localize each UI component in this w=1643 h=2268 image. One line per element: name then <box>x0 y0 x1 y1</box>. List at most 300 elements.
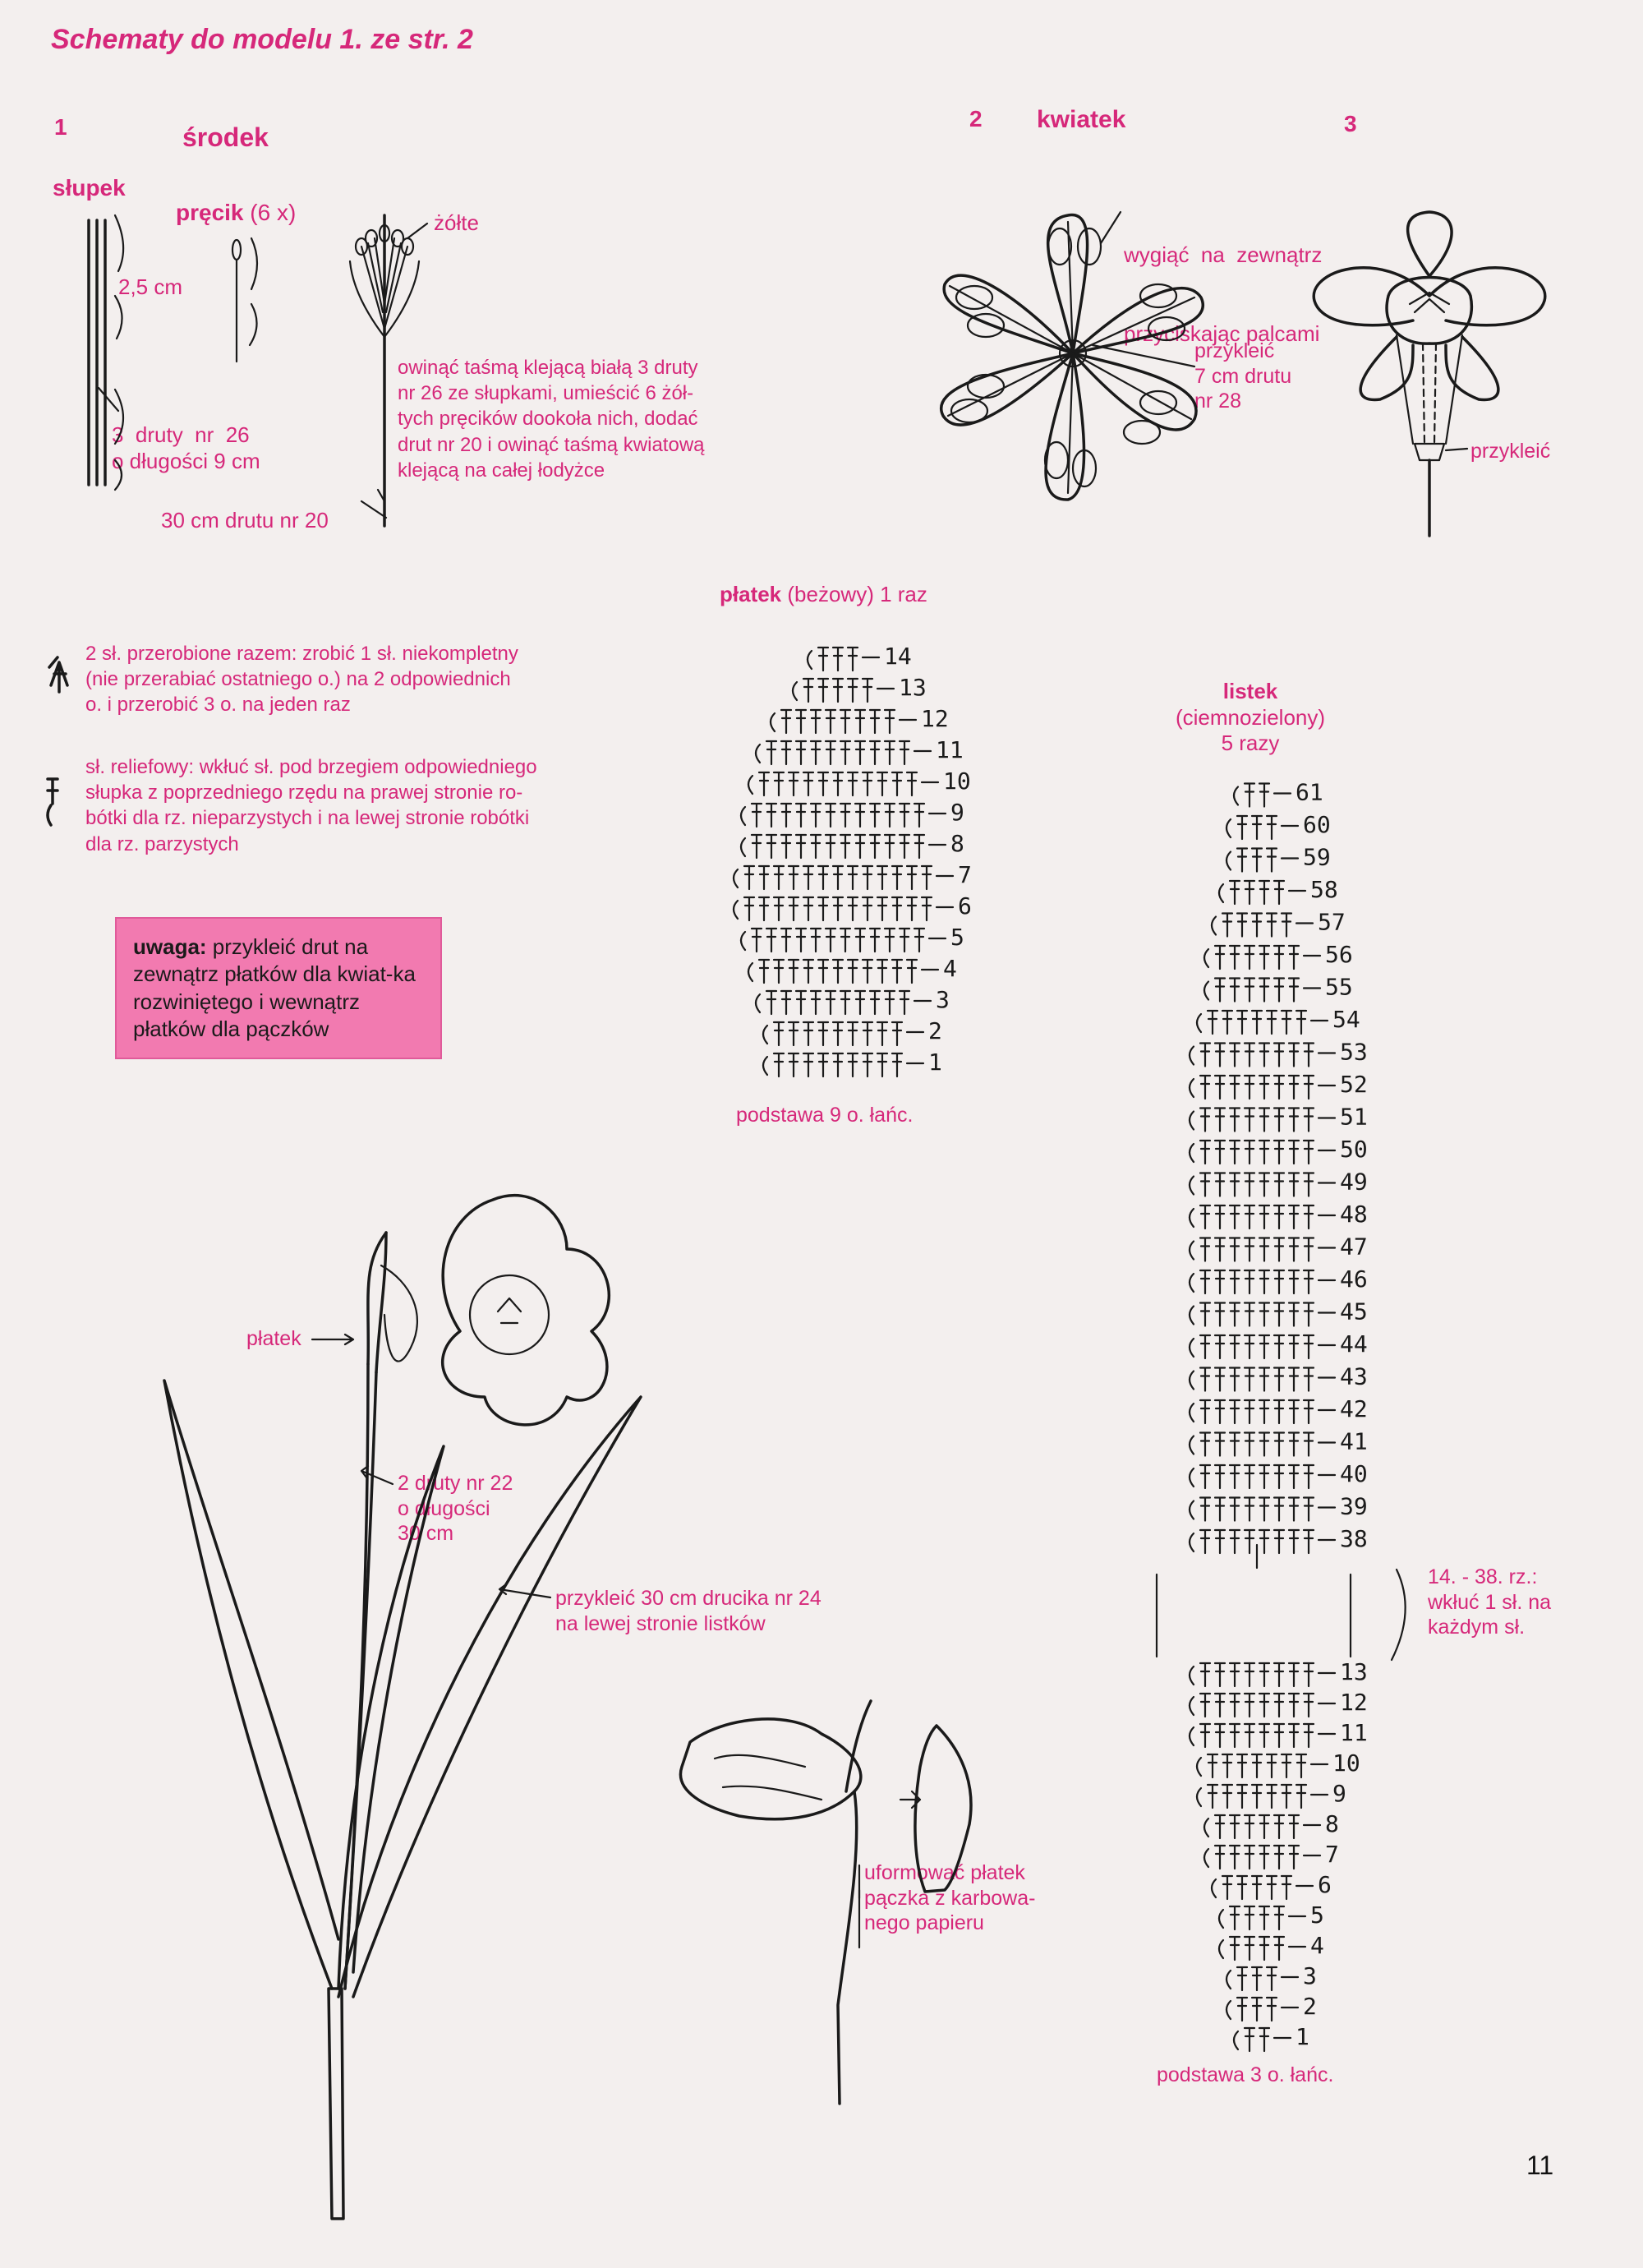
przyklei-7cm-label: przykleić 7 cm drutu nr 28 <box>1194 339 1292 413</box>
listek-stitch <box>1215 1400 1225 1423</box>
platek-stitch-turn <box>756 994 760 1012</box>
listek-stitch <box>1245 1694 1254 1717</box>
listek-stitch <box>1304 1173 1314 1196</box>
section-3-number: 3 <box>1344 111 1357 136</box>
listek-stitch-turn <box>1226 2001 1231 2019</box>
listek-stitch <box>1200 1465 1210 1488</box>
listek-stitch <box>1274 1694 1284 1717</box>
listek-stitch <box>1245 1530 1254 1553</box>
listek-row-label: 4 <box>1310 1932 1324 1959</box>
listek-stitch <box>1200 1433 1210 1456</box>
listek-stitch <box>1274 1173 1284 1196</box>
listek-stitch <box>1230 1465 1240 1488</box>
platek-stitch <box>796 991 806 1014</box>
listek-stitch <box>1274 1937 1284 1960</box>
listek-row-label: 52 <box>1340 1071 1368 1098</box>
platek-stitch <box>752 835 762 858</box>
listek-stitch-turn <box>1226 852 1231 870</box>
listek-stitch <box>1259 1173 1269 1196</box>
listek-stitch <box>1252 914 1262 937</box>
listek-stitch <box>1259 1846 1269 1869</box>
platek-stitch <box>833 772 843 795</box>
listek-stitch <box>1245 1937 1254 1960</box>
platek-stitch <box>826 991 835 1014</box>
listek-stitch <box>1215 1205 1225 1228</box>
listek-stitch <box>1274 881 1284 904</box>
platek-stitch <box>863 1053 872 1076</box>
platek-stitch <box>885 929 895 952</box>
listek-stitch <box>1230 1663 1240 1686</box>
platek-stitch <box>863 897 872 920</box>
platek-stitch <box>766 835 776 858</box>
listek-stitch <box>1252 1754 1262 1777</box>
platek-stitch <box>855 710 865 733</box>
listek-stitch <box>1230 1846 1240 1869</box>
platek-stitch <box>892 1053 902 1076</box>
legend-item-2: sł. reliefowy: wkłuć sł. pod brzegiem odpowiedniego słupka z poprzedniego rzędu na prawej stronie ro- bótki dla rz. nieparzystych i na lewej stronie robótki dla rz. parzystych <box>85 756 537 855</box>
listek-row-label: 3 <box>1303 1962 1317 1989</box>
listek-stitch <box>1245 1141 1254 1164</box>
listek-stitch <box>1304 1141 1314 1164</box>
platek-stitch <box>781 741 791 764</box>
listek-stitch <box>1282 1876 1291 1899</box>
platek-stitch <box>826 741 835 764</box>
listek-stitch <box>1245 784 1254 807</box>
slupek-label: słupek <box>53 175 126 201</box>
listek-stitch <box>1274 1238 1284 1261</box>
platek-stitch <box>796 804 806 827</box>
listek-stitch <box>1282 1011 1291 1034</box>
listek-stitch-turn <box>1234 2031 1238 2049</box>
listek-stitch-turn <box>1204 1819 1208 1837</box>
listek-stitch <box>1215 1044 1225 1067</box>
listek-stitch <box>1274 1368 1284 1391</box>
listek-stitch <box>1230 1270 1240 1293</box>
listek-row-label: 49 <box>1340 1168 1368 1196</box>
platek-stitch <box>774 960 784 983</box>
listek-stitch <box>1230 1044 1240 1067</box>
platek-stitch <box>848 1022 858 1045</box>
listek-stitch <box>1245 1400 1254 1423</box>
listek-stitch <box>1289 1141 1299 1164</box>
listek-stitch-turn <box>1219 884 1223 902</box>
listek-stitch <box>1304 1724 1314 1747</box>
listek-stitch <box>1222 1785 1232 1808</box>
platek-stitch-turn <box>756 744 760 763</box>
platek-stitch <box>922 866 932 889</box>
listek-stitch <box>1304 1368 1314 1391</box>
listek-stitch <box>1215 1109 1225 1132</box>
listek-stitch <box>1289 946 1299 969</box>
listek-stitch-turn <box>1190 1307 1194 1325</box>
platek-stitch <box>855 741 865 764</box>
platek-stitch-turn <box>748 776 752 794</box>
platek-row-label: 1 <box>928 1049 942 1076</box>
platek-stitch-turn <box>734 901 738 919</box>
platek-stitch <box>877 866 887 889</box>
listek-stitch <box>1200 1663 1210 1686</box>
listek-row-label: 1 <box>1296 2023 1309 2050</box>
listek-stitch-turn <box>1190 1404 1194 1422</box>
listek-stitch-turn <box>1190 1242 1194 1260</box>
note-box: uwaga: przykleić drut na zewnątrz płatków dla kwiat-ka rozwiniętego i wewnątrz płatków dla pączków <box>115 917 442 1059</box>
listek-stitch <box>1215 1303 1225 1326</box>
listek-stitch <box>1289 1724 1299 1747</box>
platek-stitch <box>818 679 828 702</box>
listek-stitch-turn <box>1190 1697 1194 1715</box>
listek-stitch <box>1252 1785 1262 1808</box>
platek-stitch <box>892 866 902 889</box>
listek-stitch <box>1222 1011 1232 1034</box>
listek-stitch-turn <box>1190 1468 1194 1487</box>
listek-stitch <box>1289 979 1299 1002</box>
platek-stitch <box>752 804 762 827</box>
legend-item-1: 2 sł. przerobione razem: zrobić 1 sł. niekompletny (nie przerabiać ostatniego o.) na 2 odpowiednich o. i przerobić 3 o. na jeden raz <box>85 643 518 717</box>
druty-label-2: o długości 9 cm <box>112 449 260 473</box>
listek-row-label: 7 <box>1325 1841 1339 1868</box>
listek-stitch <box>1200 1109 1210 1132</box>
platek-stitch <box>796 929 806 952</box>
platek-stitch <box>781 835 791 858</box>
listek-stitch <box>1230 1173 1240 1196</box>
listek-stitch <box>1215 1173 1225 1196</box>
listek-stitch <box>1215 979 1225 1002</box>
listek-stitch <box>1289 1846 1299 1869</box>
platek-stitch-turn <box>793 682 797 700</box>
drut-30-label: 30 cm drutu nr 20 <box>161 508 329 532</box>
listek-stitch <box>1230 1335 1240 1358</box>
listek-stitch <box>1267 1998 1277 2021</box>
listek-stitch <box>1274 1906 1284 1929</box>
listek-stitch <box>1259 1303 1269 1326</box>
listek-stitch <box>1215 1694 1225 1717</box>
plant-przyklei-label: przykleić 30 cm drucika nr 24 na lewej stronie listków <box>555 1587 822 1635</box>
platek-stitch <box>818 897 828 920</box>
listek-stitch <box>1267 849 1277 872</box>
listek-stitch <box>1230 946 1240 969</box>
listek-stitch <box>1230 1076 1240 1099</box>
listek-stitch <box>1215 1465 1225 1488</box>
listek-stitch-turn <box>1190 1533 1194 1551</box>
assembled-flower-icon <box>1314 212 1545 536</box>
platek-stitch <box>811 804 821 827</box>
platek-row-label: 10 <box>943 768 971 795</box>
platek-stitch <box>855 804 865 827</box>
platek-chart-title: płatek (beżowy) 1 raz <box>720 582 927 606</box>
listek-stitch <box>1230 881 1240 904</box>
listek-row-label: 45 <box>1340 1298 1368 1325</box>
listek-stitch <box>1237 816 1247 839</box>
listek-row-label: 53 <box>1340 1038 1368 1066</box>
listek-stitch <box>1289 1109 1299 1132</box>
platek-stitch-turn <box>763 1057 767 1075</box>
listek-stitch <box>1259 1815 1269 1838</box>
platek-stitch <box>848 648 858 671</box>
listek-stitch <box>1245 1724 1254 1747</box>
listek-stitch <box>1237 849 1247 872</box>
listek-stitch <box>1237 1785 1247 1808</box>
listek-stitch <box>1230 1815 1240 1838</box>
listek-stitch <box>1259 1109 1269 1132</box>
platek-stitch-turn <box>741 838 745 856</box>
listek-stitch <box>1200 1724 1210 1747</box>
listek-stitch <box>1245 1368 1254 1391</box>
platek-stitch <box>789 866 798 889</box>
listek-stitch-turn <box>1226 819 1231 837</box>
listek-stitch <box>1200 1368 1210 1391</box>
listek-stitch-turn <box>1190 1144 1194 1162</box>
listek-stitch <box>1215 1368 1225 1391</box>
listek-row-label: 57 <box>1318 908 1346 936</box>
listek-stitch <box>1289 1205 1299 1228</box>
listek-stitch <box>1200 1173 1210 1196</box>
listek-stitch <box>1237 1754 1247 1777</box>
listek-row-label: 59 <box>1303 843 1331 871</box>
listek-stitch <box>1215 1335 1225 1358</box>
listek-stitch <box>1289 1076 1299 1099</box>
platek-stitch <box>870 991 880 1014</box>
platek-stitch <box>803 866 813 889</box>
platek-stitch <box>781 991 791 1014</box>
platek-stitch <box>863 679 872 702</box>
listek-stitch <box>1245 979 1254 1002</box>
listek-stitch <box>1259 1694 1269 1717</box>
section-1-title: środek <box>182 122 269 152</box>
listek-stitch-turn <box>1212 1879 1216 1897</box>
listek-stitch <box>1289 1303 1299 1326</box>
listek-stitch-turn <box>1190 1047 1194 1065</box>
listek-stitch <box>1274 1044 1284 1067</box>
listek-chart-title: listek (ciemnozielony) 5 razy <box>1175 679 1326 756</box>
listek-stitch <box>1304 1109 1314 1132</box>
platek-stitch <box>781 804 791 827</box>
platek-stitch <box>833 679 843 702</box>
listek-stitch-turn <box>1219 1940 1223 1958</box>
platek-stitch <box>833 960 843 983</box>
platek-stitch <box>840 710 850 733</box>
platek-stitch <box>818 960 828 983</box>
platek-stitch <box>877 1022 887 1045</box>
platek-stitch <box>922 897 932 920</box>
listek-stitch <box>1267 1785 1277 1808</box>
platek-stitch <box>900 741 909 764</box>
listek-stitch <box>1267 1011 1277 1034</box>
listek-stitch <box>1304 1663 1314 1686</box>
listek-stitch <box>1215 1724 1225 1747</box>
platek-stitch-turn <box>734 869 738 887</box>
platek-stitch <box>892 1022 902 1045</box>
listek-stitch <box>1296 1011 1306 1034</box>
listek-stitch <box>1215 1433 1225 1456</box>
platek-stitch <box>840 835 850 858</box>
listek-row-label: 44 <box>1340 1330 1368 1358</box>
listek-stitch <box>1200 1205 1210 1228</box>
platek-stitch <box>752 929 762 952</box>
platek-stitch <box>818 1053 828 1076</box>
listek-stitch <box>1237 1998 1247 2021</box>
listek-stitch <box>1259 1076 1269 1099</box>
listek-stitch <box>1296 1785 1306 1808</box>
listek-row-label: 40 <box>1340 1460 1368 1487</box>
listek-stitch <box>1245 1173 1254 1196</box>
zolte-label: żółte <box>434 210 479 235</box>
platek-stitch <box>877 897 887 920</box>
listek-stitch <box>1215 1663 1225 1686</box>
listek-stitch <box>1230 1694 1240 1717</box>
platek-stitch <box>796 741 806 764</box>
listek-stitch <box>1304 1303 1314 1326</box>
platek-stitch <box>803 1022 813 1045</box>
platek-stitch <box>870 741 880 764</box>
listek-stitch <box>1304 1270 1314 1293</box>
listek-stitch-turn <box>1190 1666 1194 1685</box>
listek-stitch <box>1208 1011 1217 1034</box>
listek-stitch <box>1222 914 1232 937</box>
listek-stitch <box>1259 1238 1269 1261</box>
platek-row-label: 9 <box>950 799 964 826</box>
listek-stitch <box>1289 1238 1299 1261</box>
platek-stitch <box>774 772 784 795</box>
stamen-icon <box>232 238 257 362</box>
listek-row-label: 13 <box>1340 1658 1368 1685</box>
listek-row-label: 47 <box>1340 1233 1368 1261</box>
listek-stitch <box>1289 1663 1299 1686</box>
listek-stitch <box>1259 1433 1269 1456</box>
platek-stitch <box>914 929 924 952</box>
platek-stitch <box>833 866 843 889</box>
listek-stitch <box>1259 1141 1269 1164</box>
listek-stitch <box>1259 1044 1269 1067</box>
listek-stitch-turn <box>1219 1910 1223 1928</box>
listek-stitch <box>1304 1498 1314 1521</box>
platek-stitch <box>877 960 887 983</box>
listek-stitch <box>1259 784 1269 807</box>
listek-stitch <box>1252 1967 1262 1990</box>
platek-stitch <box>803 772 813 795</box>
platek-stitch <box>759 897 769 920</box>
platek-stitch <box>900 929 909 952</box>
plant-platek-label: płatek <box>246 1327 301 1350</box>
listek-stitch-turn <box>1212 917 1216 935</box>
listek-stitch <box>1252 816 1262 839</box>
page-title: Schematy do modelu 1. ze str. 2 <box>51 24 473 55</box>
druty-label-1: 3 druty nr 26 <box>112 422 250 447</box>
listek-row-label: 51 <box>1340 1103 1368 1131</box>
platek-stitch <box>907 897 917 920</box>
listek-stitch <box>1289 1465 1299 1488</box>
platek-stitch <box>840 804 850 827</box>
listek-stitch-turn <box>1190 1501 1194 1519</box>
platek-stitch <box>840 991 850 1014</box>
listek-stitch <box>1259 881 1269 904</box>
platek-stitch <box>870 804 880 827</box>
listek-stitch <box>1237 1876 1247 1899</box>
listek-stitch <box>1200 1530 1210 1553</box>
listek-stitch <box>1245 1846 1254 1869</box>
platek-stitch <box>766 929 776 952</box>
listek-row-label: 48 <box>1340 1201 1368 1228</box>
platek-stitch <box>907 772 917 795</box>
listek-stitch <box>1259 1724 1269 1747</box>
platek-stitch-turn <box>741 932 745 950</box>
platek-stitch <box>900 804 909 827</box>
platek-stitch <box>811 929 821 952</box>
listek-stitch <box>1200 1303 1210 1326</box>
platek-stitch <box>892 960 902 983</box>
listek-stitch <box>1230 1530 1240 1553</box>
listek-stitch <box>1215 946 1225 969</box>
platek-row-label: 12 <box>921 705 949 732</box>
platek-stitch <box>818 772 828 795</box>
listek-stitch <box>1245 1498 1254 1521</box>
platek-stitch <box>877 1053 887 1076</box>
listek-stitch-turn <box>1197 1758 1201 1776</box>
listek-stitch <box>1274 1663 1284 1686</box>
platek-stitch <box>833 1022 843 1045</box>
listek-stitch <box>1230 1303 1240 1326</box>
listek-chart-base: podstawa 3 o. łańc. <box>1157 2063 1334 2086</box>
listek-row-label: 61 <box>1296 778 1323 806</box>
listek-row-label: 9 <box>1332 1780 1346 1807</box>
listek-stitch-turn <box>1204 1849 1208 1867</box>
platek-stitch <box>811 991 821 1014</box>
relief-stitch-icon <box>48 779 58 825</box>
listek-stitch <box>1200 1694 1210 1717</box>
instruction-text: owinąć taśmą klejącą białą 3 druty nr 26 ze słupkami, umieścić 6 żół- tych pręcików dookoła nich, dodać drut nr 20 i owinąć taśmą kwiatową klejącą na całej łodyżce <box>398 357 705 482</box>
listek-stitch <box>1259 1368 1269 1391</box>
section-1-number: 1 <box>54 114 67 140</box>
listek-stitch <box>1252 1998 1262 2021</box>
listek-row-label: 50 <box>1340 1136 1368 1163</box>
listek-stitch <box>1259 1498 1269 1521</box>
listek-stitch-turn <box>1190 1209 1194 1227</box>
platek-stitch <box>900 991 909 1014</box>
listek-stitch <box>1304 1238 1314 1261</box>
listek-stitch <box>1267 1967 1277 1990</box>
section-3-przyklei: przykleić <box>1470 440 1551 463</box>
listek-stitch <box>1200 1076 1210 1099</box>
platek-stitch <box>914 804 924 827</box>
listek-stitch <box>1237 1967 1247 1990</box>
listek-stitch <box>1215 1815 1225 1838</box>
platek-stitch <box>855 929 865 952</box>
listek-stitch <box>1267 1754 1277 1777</box>
platek-stitch <box>781 710 791 733</box>
listek-stitch <box>1245 1663 1254 1686</box>
listek-stitch <box>1289 1270 1299 1293</box>
listek-stitch <box>1245 1238 1254 1261</box>
listek-row-label: 43 <box>1340 1362 1368 1390</box>
listek-stitch <box>1245 1109 1254 1132</box>
platek-stitch <box>870 929 880 952</box>
listek-row-label: 54 <box>1332 1006 1360 1033</box>
listek-stitch <box>1230 1906 1240 1929</box>
listek-stitch <box>1245 1433 1254 1456</box>
platek-row-label: 5 <box>950 924 964 951</box>
platek-stitch <box>774 897 784 920</box>
listek-stitch <box>1200 1270 1210 1293</box>
listek-stitch-turn <box>1197 1788 1201 1806</box>
listek-stitch <box>1274 1846 1284 1869</box>
listek-stitch <box>1200 1141 1210 1164</box>
listek-stitch <box>1274 1433 1284 1456</box>
listek-stitch <box>1267 816 1277 839</box>
platek-stitch <box>833 897 843 920</box>
listek-stitch <box>1230 1400 1240 1423</box>
platek-stitch <box>885 741 895 764</box>
listek-stitch <box>1259 1465 1269 1488</box>
listek-stitch <box>1274 946 1284 969</box>
